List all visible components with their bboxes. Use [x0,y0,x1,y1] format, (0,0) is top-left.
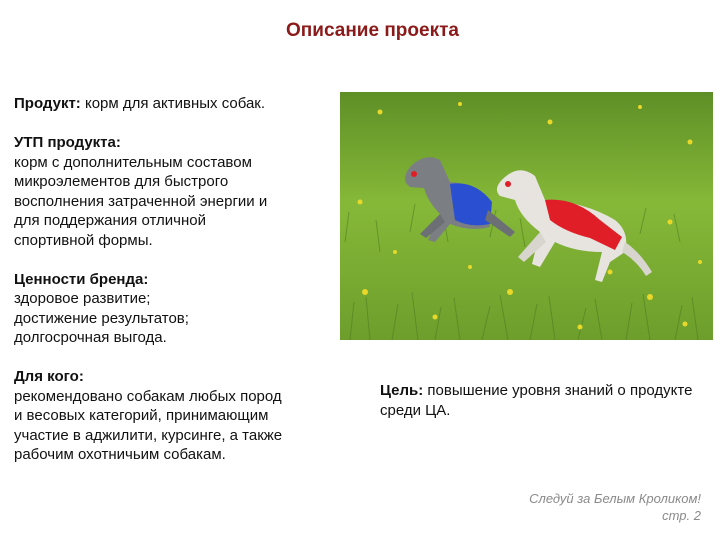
goal-label: Цель: [380,382,424,399]
dogs-photo-image [340,92,713,340]
slide-title: Описание проекта [286,20,459,41]
goal-text: повышение уровня знаний о продукте среди ЦА. [380,382,693,419]
audience-line: и весовых категорий, принимающим [14,407,269,424]
usp-line: корм с дополнительным составом [14,153,252,171]
audience-label: Для кого: [14,368,84,385]
values-label: Ценности бренда: [14,270,149,288]
product-label: Продукт: [14,95,81,112]
dogs-photo [340,92,713,340]
product-line [14,94,344,114]
project-description [14,94,344,465]
values-line: долгосрочная выгода. [14,329,167,346]
slide-footer [529,490,701,524]
usp-label: УТП продукта: [14,134,121,151]
usp-line: микроэлементов для быстрого [14,173,229,190]
product-text: корм для активных собак. [80,95,266,112]
values-line: достижение результатов; [14,309,189,327]
values-line: здоровое развитие; [14,290,151,307]
page-number: стр. 2 [662,508,701,523]
audience-line: рекомендовано собакам любых пород [14,387,282,405]
usp-line: восполнения затраченной энергии и [14,192,268,210]
usp-line: для поддержания отличной [14,212,206,229]
usp-line: спортивной формы. [14,231,153,249]
audience-line: участие в аджилити, курсинге, а также [14,426,283,444]
audience-line: рабочим охотничьим собакам. [14,446,226,463]
footer-slogan: Следуй за Белым Кроликом! [529,491,701,506]
goal-block [380,381,700,421]
